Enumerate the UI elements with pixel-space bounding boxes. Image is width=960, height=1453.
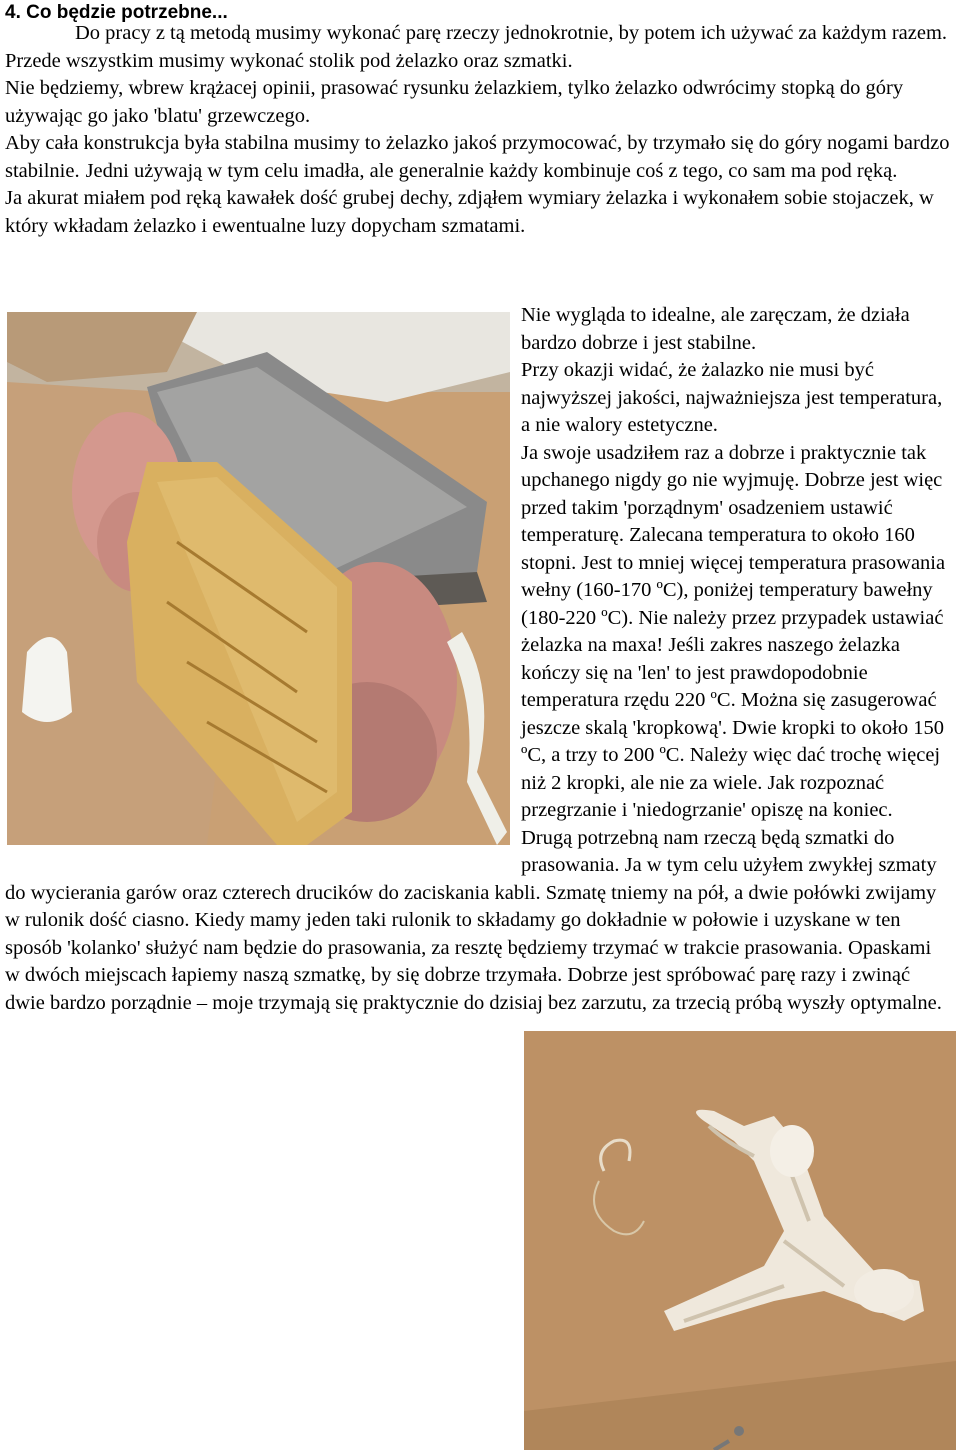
paragraph-line-temperature: kończy się na 'len' to jest prawdopodobnie (521, 661, 868, 684)
paragraph-line-intro: Do pracy z tą metodą musimy wykonać parę rzeczy jednokrotnie, by potem ich używać za każdym razem. (75, 22, 948, 44)
paragraph-line-ideal: bardzo dobrze i jest stabilne. (521, 331, 757, 354)
paragraph-line-temperature: jeszcze skalą 'kropkową'. Dwie kropki to około 150 (521, 716, 944, 739)
paragraph-line-rags: sposób 'kolanko' służyć nam będzie do prasowania, za resztę będziemy trzymać w trakcie prasowania. Opaskami (5, 936, 932, 959)
paragraph-line-ideal: Nie wygląda to idealne, ale zaręczam, że działa (521, 304, 910, 326)
paragraph-line-stability: stabilnie. (5, 159, 80, 182)
section-heading: 4. Co będzie potrzebne... (5, 2, 228, 23)
paragraph-line-temperature: stopni. Jest to mniej więcej temperatura prasowania (521, 551, 946, 574)
paragraph-line-quality: najwyższej jakości, najważniejsza jest temperatura, (521, 386, 943, 409)
paragraph-line-rags: w rulonik dość ciasno. Kiedy mamy jeden taki rulonik to składamy go dokładnie w połowie i uzyskane w ten (5, 909, 901, 931)
paragraph-line-temperature: (180-220 ºC). Nie należy przez przypadek ustawiać (521, 606, 944, 629)
paragraph-line-temperature: niż 2 kropki, ale nie za wiele. Jak rozpoznać (521, 771, 885, 794)
paragraph-line-rags: do wycierania garów oraz czterech drucików do zaciskania kabli. Szmatę tniemy na pół, a dwie połówki zwijamy (5, 881, 937, 904)
rolled-rags-illustration (524, 1031, 956, 1450)
paragraph-line-rags: dwie bardzo porządnie – moje trzymają się praktycznie do dzisiaj bez zarzutu, za trzecią próbą wyszły optymalne. (5, 991, 942, 1014)
paragraph-line-temperature: przegrzanie i 'niedogrzanie' opiszę na koniec. (521, 799, 893, 821)
paragraph-line-temperature: upchanego nigdy go nie wyjmuję. Dobrze jest więc (521, 469, 943, 491)
paragraph-line-temperature: temperaturę. Zalecana temperatura to około 160 (521, 524, 915, 546)
paragraph-line-iron_flip: używając go jako 'blatu' grzewczego. (5, 104, 311, 127)
paragraph-line-temperature: przed takim 'porządnym' osadzeniem ustawić (521, 496, 893, 519)
rolled-rags-photo (524, 1031, 956, 1450)
paragraph-line-temperature: Ja swoje usadziłem raz a dobrze i praktycznie tak (521, 441, 927, 464)
iron-stand-photo (7, 312, 510, 845)
paragraph-line-rags: prasowania. Ja w tym celu użyłem zwykłej szmaty (521, 854, 937, 876)
paragraph-line-rags: w dwóch miejscach łapiemy naszą szmatkę, by się dobrze trzymała. Dobrze jest spróbować parę razy i zwinąć (5, 964, 911, 986)
paragraph-line-quality: a nie walory estetyczne. (521, 414, 718, 436)
paragraph-line-iron_flip: Nie będziemy, wbrew krążacej opinii, prasować rysunku żelazkiem, tylko żelazko odwrócimy stopką do góry (5, 77, 904, 99)
paragraph-line-stability: Aby cała konstrukcja była stabilna musimy to żelazko jakoś przymocować, by trzymało się do góry nogami bardzo (5, 132, 950, 154)
paragraph-line-board: Ja akurat miałem pod ręką kawałek dość grubej dechy, zdjąłem wymiary żelazka i wykonałem sobie stojaczek, w (5, 187, 934, 209)
paragraph-line-vise: Jedni używają w tym celu imadła, ale generalnie każdy kombinuje coś z tego, co sam ma pod ręką. (85, 159, 898, 182)
paragraph-line-quality: Przy okazji widać, że żalazko nie musi być (521, 359, 874, 381)
paragraph-line-intro: Przede wszystkim musimy wykonać stolik pod żelazko oraz szmatki. (5, 49, 573, 72)
paragraph-line-temperature: żelazka na maxa! Jeśli zakres naszego żelazka (521, 634, 901, 656)
paragraph-line-temperature: temperatura rzędu 220 ºC. Można się zasugerować (521, 689, 937, 711)
iron-stand-illustration (7, 312, 510, 845)
paragraph-line-temperature: wełny (160-170 ºC), poniżej temperatury bawełny (521, 579, 933, 601)
paragraph-line-rags: Drugą potrzebną nam rzeczą będą szmatki do (521, 826, 895, 849)
paragraph-line-temperature: ºC, a trzy to 200 ºC. Należy więc dać trochę więcej (521, 744, 941, 766)
paragraph-line-board: który wkładam żelazko i ewentualne luzy dopycham szmatami. (5, 214, 526, 237)
